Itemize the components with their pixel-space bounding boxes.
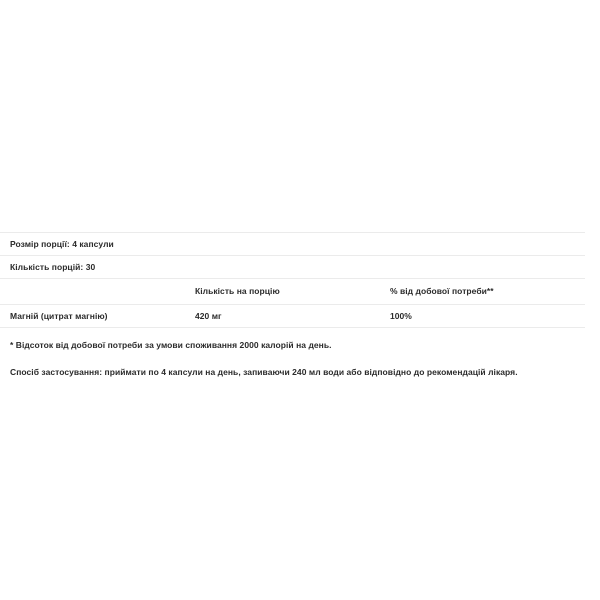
nutrient-percent-daily-value: 100% xyxy=(389,310,412,321)
table-header-row xyxy=(0,279,585,304)
servings-per-container-text: Кількість порцій: 30 xyxy=(10,262,96,273)
footnotes xyxy=(0,340,600,377)
column-header-nutrient xyxy=(0,279,195,304)
usage-instructions: Спосіб застосування: приймати по 4 капсули на день, запиваючи 240 мл води або відповідно до рекомендацій лікаря. xyxy=(10,366,518,377)
servings-per-container-row xyxy=(0,256,585,279)
supplement-facts-block xyxy=(0,232,600,377)
supplement-facts-table xyxy=(0,232,585,328)
column-header-amount-per-serving: Кількість на порцію xyxy=(194,286,280,297)
table-row xyxy=(0,304,585,327)
serving-size-row xyxy=(0,233,585,256)
daily-value-footnote: * Відсоток від добової потреби за умови споживання 2000 калорій на день. xyxy=(10,339,332,350)
nutrient-name: Магній (цитрат магнію) xyxy=(10,310,108,321)
nutrient-amount: 420 мг xyxy=(194,310,222,321)
serving-size-text: Розмір порції: 4 капсули xyxy=(10,239,114,249)
column-header-percent-daily-value: % від добової потреби** xyxy=(389,286,494,297)
